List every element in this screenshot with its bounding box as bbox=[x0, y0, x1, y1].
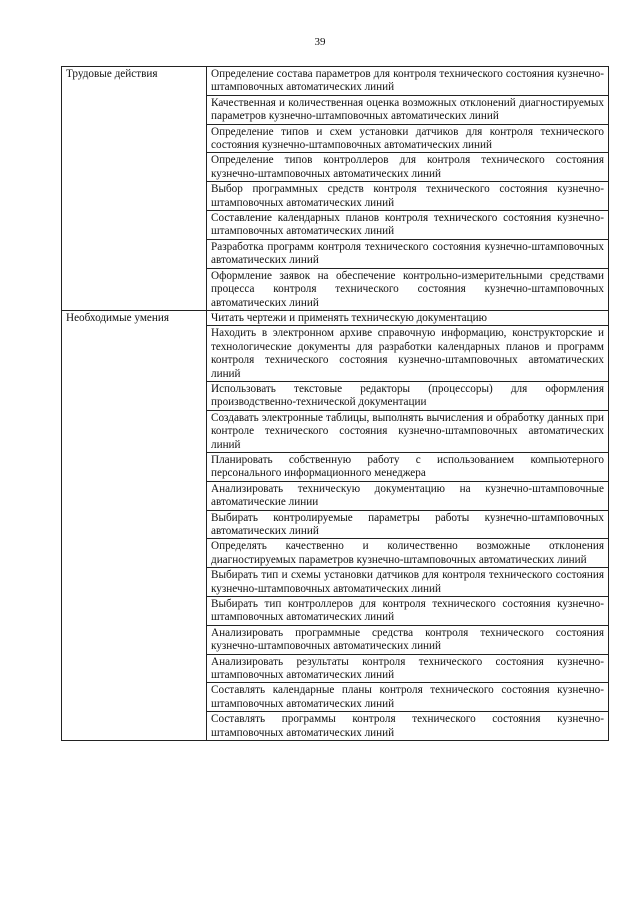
table-cell: Выбор программных средств контроля технического состояния кузнечно-штамповочных автоматических линий bbox=[207, 182, 609, 211]
table-cell: Составлять программы контроля технического состояния кузнечно-штамповочных автоматических линий bbox=[207, 712, 609, 741]
page-number: 39 bbox=[314, 36, 326, 48]
section-label: Трудовые действия bbox=[62, 67, 207, 311]
table-cell: Находить в электронном архиве справочную информацию, конструкторские и технологические документы для разработки календарных планов и программ контроля технического состояния кузнечно-штамповочных автоматических линий bbox=[207, 326, 609, 382]
table-cell: Составление календарных планов контроля технического состояния кузнечно-штамповочных автоматических линий bbox=[207, 211, 609, 240]
qualification-table bbox=[61, 66, 609, 741]
table-cell: Определение типов контроллеров для контроля технического состояния кузнечно-штамповочных автоматических линий bbox=[207, 153, 609, 182]
table-row bbox=[62, 310, 609, 325]
table-cell: Использовать текстовые редакторы (процессоры) для оформления производственно-технической документации bbox=[207, 381, 609, 410]
table-cell: Создавать электронные таблицы, выполнять вычисления и обработку данных при контроле технического состояния кузнечно-штамповочных автоматических линий bbox=[207, 410, 609, 452]
table-cell: Выбирать тип контроллеров для контроля технического состояния кузнечно-штамповочных автоматических линий bbox=[207, 597, 609, 626]
table-cell: Анализировать результаты контроля технического состояния кузнечно-штамповочных автоматических линий bbox=[207, 654, 609, 683]
table-cell: Читать чертежи и применять техническую документацию bbox=[207, 310, 609, 325]
table-cell: Определение состава параметров для контроля технического состояния кузнечно-штамповочных автоматических линий bbox=[207, 67, 609, 96]
table-cell: Составлять календарные планы контроля технического состояния кузнечно-штамповочных автоматических линий bbox=[207, 683, 609, 712]
table-cell: Выбирать тип и схемы установки датчиков для контроля технического состояния кузнечно-штамповочных автоматических линий bbox=[207, 568, 609, 597]
table-cell: Разработка программ контроля технического состояния кузнечно-штамповочных автоматических линий bbox=[207, 239, 609, 268]
table-cell: Выбирать контролируемые параметры работы кузнечно-штамповочных автоматических линий bbox=[207, 510, 609, 539]
table-row bbox=[62, 67, 609, 96]
table-cell: Оформление заявок на обеспечение контрольно-измерительными средствами процесса контроля технического состояния кузнечно-штамповочных автоматических линий bbox=[207, 268, 609, 310]
table-cell: Анализировать техническую документацию на кузнечно-штамповочные автоматические линии bbox=[207, 481, 609, 510]
table-cell: Анализировать программные средства контроля технического состояния кузнечно-штамповочных автоматических линий bbox=[207, 625, 609, 654]
section-label: Необходимые умения bbox=[62, 310, 207, 740]
table-cell: Определять качественно и количественно возможные отклонения диагностируемых параметров кузнечно-штамповочных автоматических линий bbox=[207, 539, 609, 568]
table-cell: Планировать собственную работу с использованием компьютерного персонального информационного менеджера bbox=[207, 452, 609, 481]
table-cell: Качественная и количественная оценка возможных отклонений диагностируемых параметров кузнечно-штамповочных автоматических линий bbox=[207, 95, 609, 124]
table-cell: Определение типов и схем установки датчиков для контроля технического состояния кузнечно-штамповочных автоматических линий bbox=[207, 124, 609, 153]
table-body bbox=[62, 67, 609, 741]
